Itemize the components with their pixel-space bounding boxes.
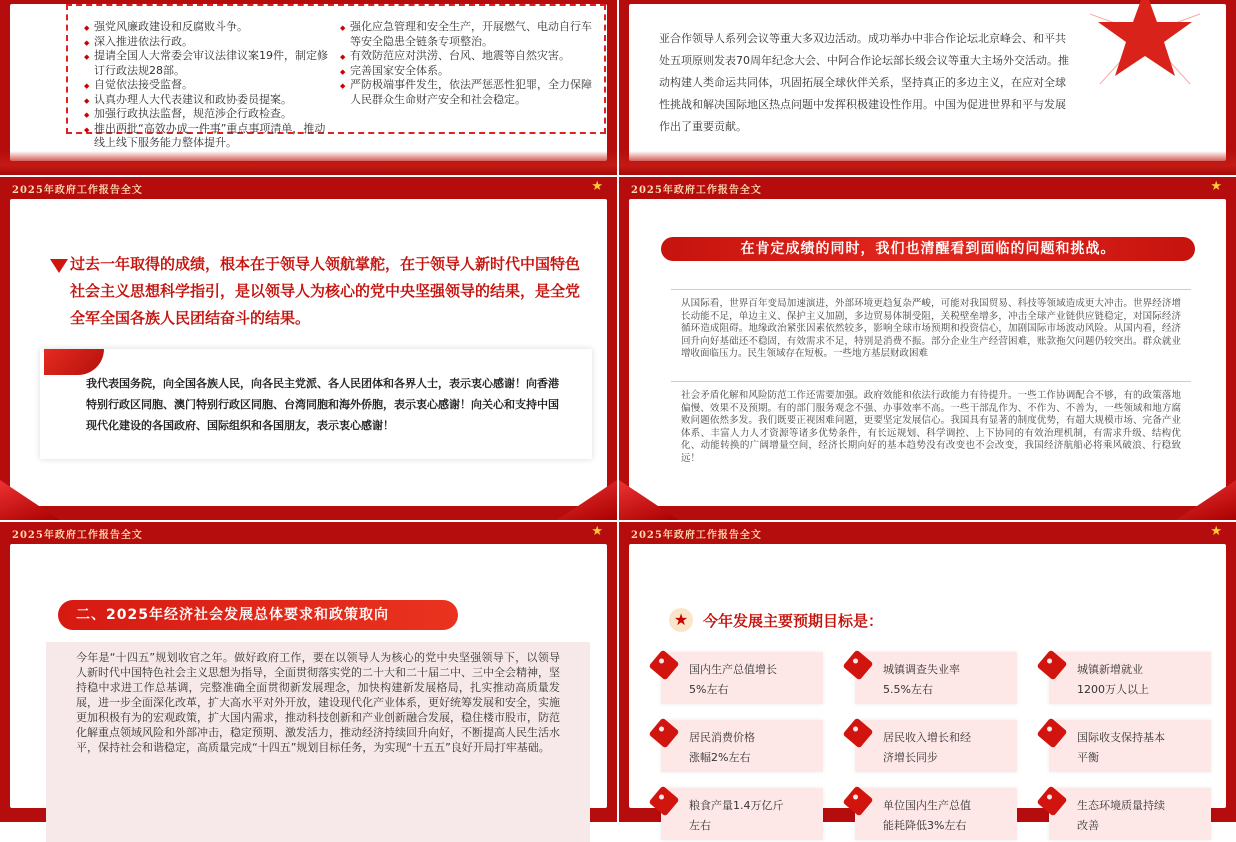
slide-1[interactable] (0, 0, 617, 175)
star-icon: ★ (591, 179, 603, 194)
international-panel (671, 289, 1191, 375)
star-badge-icon: ★ (669, 608, 693, 632)
star-icon: ★ (1210, 179, 1222, 194)
goal-line: 国际收支保持基本 (1077, 731, 1165, 744)
left-list (84, 20, 334, 151)
goal-value: 5.5%左右 (883, 683, 933, 696)
price-tag-icon (1037, 650, 1068, 681)
domestic-panel (671, 381, 1191, 473)
dashed-list-box (66, 4, 606, 149)
goal-line: 单位国内生产总值 (883, 799, 971, 812)
slide-1-content (10, 4, 607, 161)
goals-title: 今年发展主要预期目标是： (703, 612, 884, 630)
goal-line: 生态环境质量持续 (1077, 799, 1165, 812)
thanks-text: 我代表国务院，向全国各族人民，向各民主党派、各人民团体和各界人士，表示衷心感谢！向香港特别行政区同胞、澳门特别行政区同胞、台湾同胞和海外侨胞，表示衷心感谢！向关心和支持中国现代化建设的各国政府、国际组织和各国朋友，表示衷心感谢！ (86, 377, 559, 432)
slide-3-content (10, 199, 607, 506)
slide-header-text: 2025年政府工作报告全文 (12, 185, 143, 196)
price-tag-icon (649, 650, 680, 681)
slide-2[interactable] (619, 0, 1236, 175)
thanks-box (40, 349, 592, 459)
goal-value: 平衡 (1077, 751, 1099, 764)
star-icon: ★ (1210, 524, 1222, 539)
goal-card (1049, 652, 1211, 704)
goal-card (855, 720, 1017, 772)
goal-card (661, 720, 823, 772)
list-item: ◆ 强党风廉政建设和反腐败斗争。 (84, 20, 334, 35)
achievement-headline: 过去一年取得的成绩，根本在于领导人领航掌舵，在于领导人新时代中国特色社会主义思想科学指引，是以领导人为核心的党中央坚强领导的结果，是全党全军全国各族人民团结奋斗的结果。 (70, 255, 581, 327)
slide-header-text: 2025年政府工作报告全文 (12, 530, 143, 541)
slide-6[interactable] (619, 522, 1236, 832)
goal-card (1049, 720, 1211, 772)
list-item: ◆ 认真办理人大代表建议和政协委员提案。 (84, 93, 334, 108)
goal-card (855, 788, 1017, 840)
list-item: ◆ 有效防范应对洪涝、台风、地震等自然灾害。 (340, 49, 602, 64)
right-list (340, 20, 602, 107)
list-item: ◆ 完善国家安全体系。 (340, 64, 602, 79)
goal-line: 居民收入增长和经 (883, 731, 971, 744)
goal-value: 涨幅2%左右 (689, 751, 751, 764)
price-tag-icon (1037, 786, 1068, 817)
goal-card (661, 652, 823, 704)
international-text: 从国际看，世界百年变局加速演进，外部环境更趋复杂严峻，可能对我国贸易、科技等领域造成更大冲击。世界经济增长动能不足，单边主义、保护主义加剧，多边贸易体制受阻，关税壁垒增多，冲击全球产业链供应链稳定，对国际经济循环造成阻碍。地缘政治紧张因素依然较多，影响全球市场预期和投资信心，加剧国际市场波动风险。从国内看，经济回升向好基础还不稳固，有效需求不足，特别是消费不振。部分企业生产经营困难，账款拖欠问题仍较突出。群众就业增收面临压力。民生领域存在短板。一些地方基层财政困难 (681, 298, 1181, 359)
price-tag-icon (649, 718, 680, 749)
slide-4-content (629, 199, 1226, 506)
price-tag-icon (843, 650, 874, 681)
goal-line: 国内生产总值增长 (689, 663, 777, 676)
triangle-bullet-icon (50, 259, 68, 273)
goal-value: 能耗降低3%左右 (883, 819, 967, 832)
goal-value: 济增长同步 (883, 751, 938, 764)
price-tag-icon (1037, 718, 1068, 749)
slide-6-content (629, 544, 1226, 832)
slide-header-text: 2025年政府工作报告全文 (631, 185, 762, 196)
goal-line: 城镇新增就业 (1077, 663, 1143, 676)
section-heading: 二、2025年经济社会发展总体要求和政策取向 (58, 600, 458, 630)
list-item: ◆ 加强行政执法监督，规范涉企行政检查。 (84, 107, 334, 122)
challenges-banner: 在肯定成绩的同时，我们也清醒看到面临的问题和挑战。 (661, 237, 1195, 261)
goal-line: 粮食产量1.4万亿斤 (689, 799, 784, 812)
star-icon: ★ (591, 524, 603, 539)
list-item: ◆ 深入推进依法行政。 (84, 35, 334, 50)
bottom-wave-decoration (619, 151, 1236, 175)
bottom-wave-decoration (0, 151, 617, 175)
goal-value: 左右 (689, 819, 711, 832)
list-item: ◆ 提请全国人大常委会审议法律议案19件，制定修订行政法规28部。 (84, 49, 334, 78)
goal-card (661, 788, 823, 840)
goal-value: 5%左右 (689, 683, 729, 696)
list-item: ◆ 严防极端事件发生，依法严惩恶性犯罪，全力保障人民群众生命财产安全和社会稳定。 (340, 78, 602, 107)
slide-4[interactable] (619, 177, 1236, 520)
slide-header-text: 2025年政府工作报告全文 (631, 530, 762, 541)
list-item: ◆ 推出两批“高效办成一件事”重点事项清单，推动线上线下服务能力整体提升。 (84, 122, 334, 151)
slide-5[interactable] (0, 522, 617, 822)
list-item: ◆ 强化应急管理和安全生产，开展燃气、电动自行车等安全隐患全链条专项整治。 (340, 20, 602, 49)
price-tag-icon (843, 718, 874, 749)
goal-card (855, 652, 1017, 704)
diplomacy-paragraph: 亚合作领导人系列会议等重大多双边活动。成功举办中非合作论坛北京峰会、和平共处五项原则发表70周年纪念大会、中阿合作论坛部长级会议等重大主场外交活动。推动构建人类命运共同体，巩固拓展全球伙伴关系，坚持真正的多边主义，在应对全球性挑战和解决国际地区热点问题中发挥积极建设性作用。中国为促进世界和平与发展作出了重要贡献。 (659, 32, 1069, 133)
slide-2-content (629, 4, 1226, 161)
goal-line: 居民消费价格 (689, 731, 755, 744)
ribbon-decoration (44, 349, 104, 375)
slide-5-content (10, 544, 607, 808)
price-tag-icon (649, 786, 680, 817)
list-item: ◆ 自觉依法接受监督。 (84, 78, 334, 93)
goal-card (1049, 788, 1211, 840)
price-tag-icon (843, 786, 874, 817)
goal-value: 改善 (1077, 819, 1099, 832)
goal-line: 城镇调查失业率 (883, 663, 960, 676)
policy-paragraph: 今年是“十四五”规划收官之年。做好政府工作，要在以领导人为核心的党中央坚强领导下，以领导人新时代中国特色社会主义思想为指导，全面贯彻落实党的二十大和二十届二中、三中全会精神，坚持稳中求进工作总基调，完整准确全面贯彻新发展理念，加快构建新发展格局，扎实推动高质量发展，进一步全面深化改革，扩大高水平对外开放，建设现代化产业体系，更好统筹发展和安全，实施更加积极有为的宏观政策，扩大国内需求，推动科技创新和产业创新融合发展，稳住楼市股市，防范化解重点领域风险和外部冲击，稳定预期、激发活力，推动经济持续回升向好，不断提高人民生活水平，保持社会和谐稳定，高质量完成“十四五”规划目标任务，为实现“十五五”良好开局打牢基础。 (46, 642, 590, 842)
star-icon (1090, 0, 1200, 84)
slide-3[interactable] (0, 177, 617, 520)
goal-value: 1200万人以上 (1077, 683, 1149, 696)
domestic-text: 社会矛盾化解和风险防范工作还需要加强。政府效能和依法行政能力有待提升。一些工作协调配合不够，有的政策落地偏慢、效果不及预期。有的部门服务观念不强、办事效率不高。一些干部乱作为、不作为、不善为，一些领域和地方腐败问题依然多发。我们既要正视困难问题，更要坚定发展信心。我国具有显著的制度优势，有超大规模市场、完备产业体系、丰富人力人才资源等诸多优势条件，有长远规划、科学调控、上下协同的有效治理机制，有需求升级、结构优化、动能转换的广阔增量空间，经济长期向好的基本趋势没有改变也不会改变，我国经济航船必将乘风破浪、行稳致远！ (681, 390, 1181, 464)
